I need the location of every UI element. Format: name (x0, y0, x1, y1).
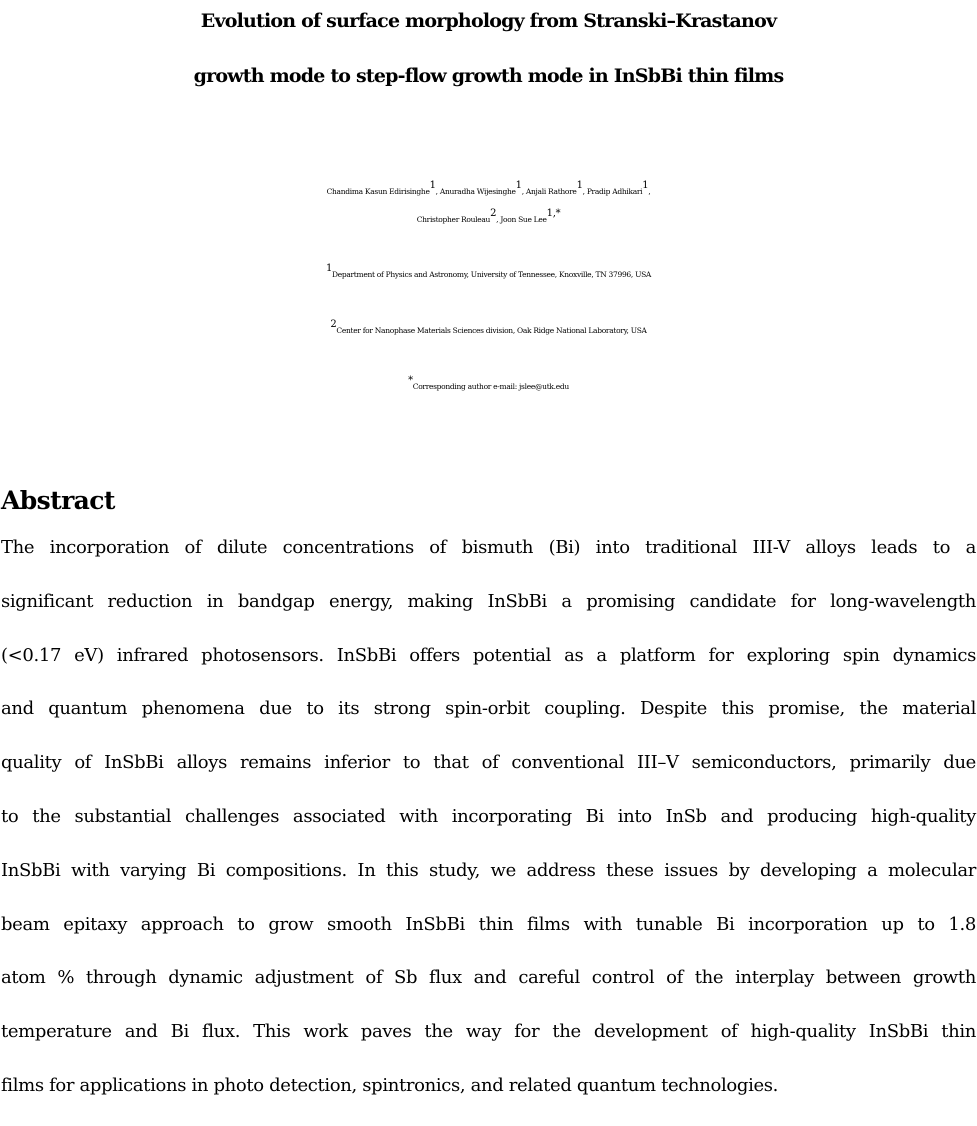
abstract-line: temperature and Bi flux. This work paves the way for the development of high-quality InSbBi thin (1, 1021, 976, 1043)
author-name: Anuradha Wijesinghe (439, 187, 516, 196)
corresponding-author (0, 373, 977, 401)
title-line: growth mode to step-flow growth mode in InSbBi thin films (193, 65, 784, 87)
affiliation-2 (0, 317, 977, 345)
author-affiliation-mark: 1 (642, 180, 649, 191)
abstract-line: significant reduction in bandgap energy, making InSbBi a promising candidate for long-wavelength (1, 590, 976, 612)
abstract-line: films for applications in photo detection, spintronics, and related quantum technologies. (1, 1074, 779, 1096)
abstract-line: quality of InSbBi alloys remains inferior to that of conventional III–V semiconductors, primarily due (1, 752, 976, 774)
author-separator: , (648, 187, 651, 196)
author-separator: , (496, 215, 501, 224)
author-affiliation-mark: 1,* (546, 208, 561, 219)
author-name: Chandima Kasun Edirisinghe (326, 187, 430, 196)
affiliation-1 (0, 261, 977, 289)
author-separator: , (435, 187, 440, 196)
corresponding-mark: * (408, 375, 413, 386)
abstract-line: to the substantial challenges associated with incorporating Bi into InSb and producing high-quality (1, 805, 976, 827)
affiliation-text: Center for Nanophase Materials Sciences division, Oak Ridge National Laboratory, USA (336, 326, 647, 335)
paper-title (0, 0, 977, 104)
author-separator: , (582, 187, 587, 196)
abstract-heading: Abstract (1, 486, 115, 515)
author-affiliation-mark: 1 (576, 180, 583, 191)
abstract-line: and quantum phenomena due to its strong spin-orbit coupling. Despite this promise, the material (1, 698, 976, 720)
author-affiliation-mark: 1 (429, 180, 436, 191)
author-affiliation-mark: 1 (515, 180, 522, 191)
abstract-line: atom % through dynamic adjustment of Sb flux and careful control of the interplay between growth (1, 967, 976, 989)
author-name: Christopher Rouleau (416, 215, 491, 224)
author-affiliation-mark: 2 (490, 208, 497, 219)
author-separator: , (521, 187, 526, 196)
author-name: Joon Sue Lee (500, 215, 547, 224)
abstract-line: (<0.17 eV) infrared photosensors. InSbBi offers potential as a platform for exploring spin dynamics (1, 644, 976, 666)
affiliation-mark: 2 (330, 319, 337, 330)
abstract-body (1, 534, 976, 1126)
author-list (0, 178, 977, 234)
corresponding-text: Corresponding author e-mail: jslee@utk.edu (412, 382, 569, 391)
abstract-line: beam epitaxy approach to grow smooth InSbBi thin films with tunable Bi incorporation up to 1.8 (1, 913, 976, 935)
title-line: Evolution of surface morphology from Stranski–Krastanov (200, 10, 777, 32)
abstract-line: The incorporation of dilute concentrations of bismuth (Bi) into traditional III-V alloys leads to a (1, 537, 976, 558)
author-name: Anjali Rathore (525, 187, 577, 196)
author-line (0, 178, 977, 206)
abstract-line: InSbBi with varying Bi compositions. In this study, we address these issues by developing a molecular (1, 859, 976, 881)
author-name: Pradip Adhikari (586, 187, 643, 196)
affiliation-mark: 1 (325, 263, 332, 274)
author-line (0, 206, 977, 234)
affiliation-text: Department of Physics and Astronomy, University of Tennessee, Knoxville, TN 37996, USA (332, 270, 652, 279)
